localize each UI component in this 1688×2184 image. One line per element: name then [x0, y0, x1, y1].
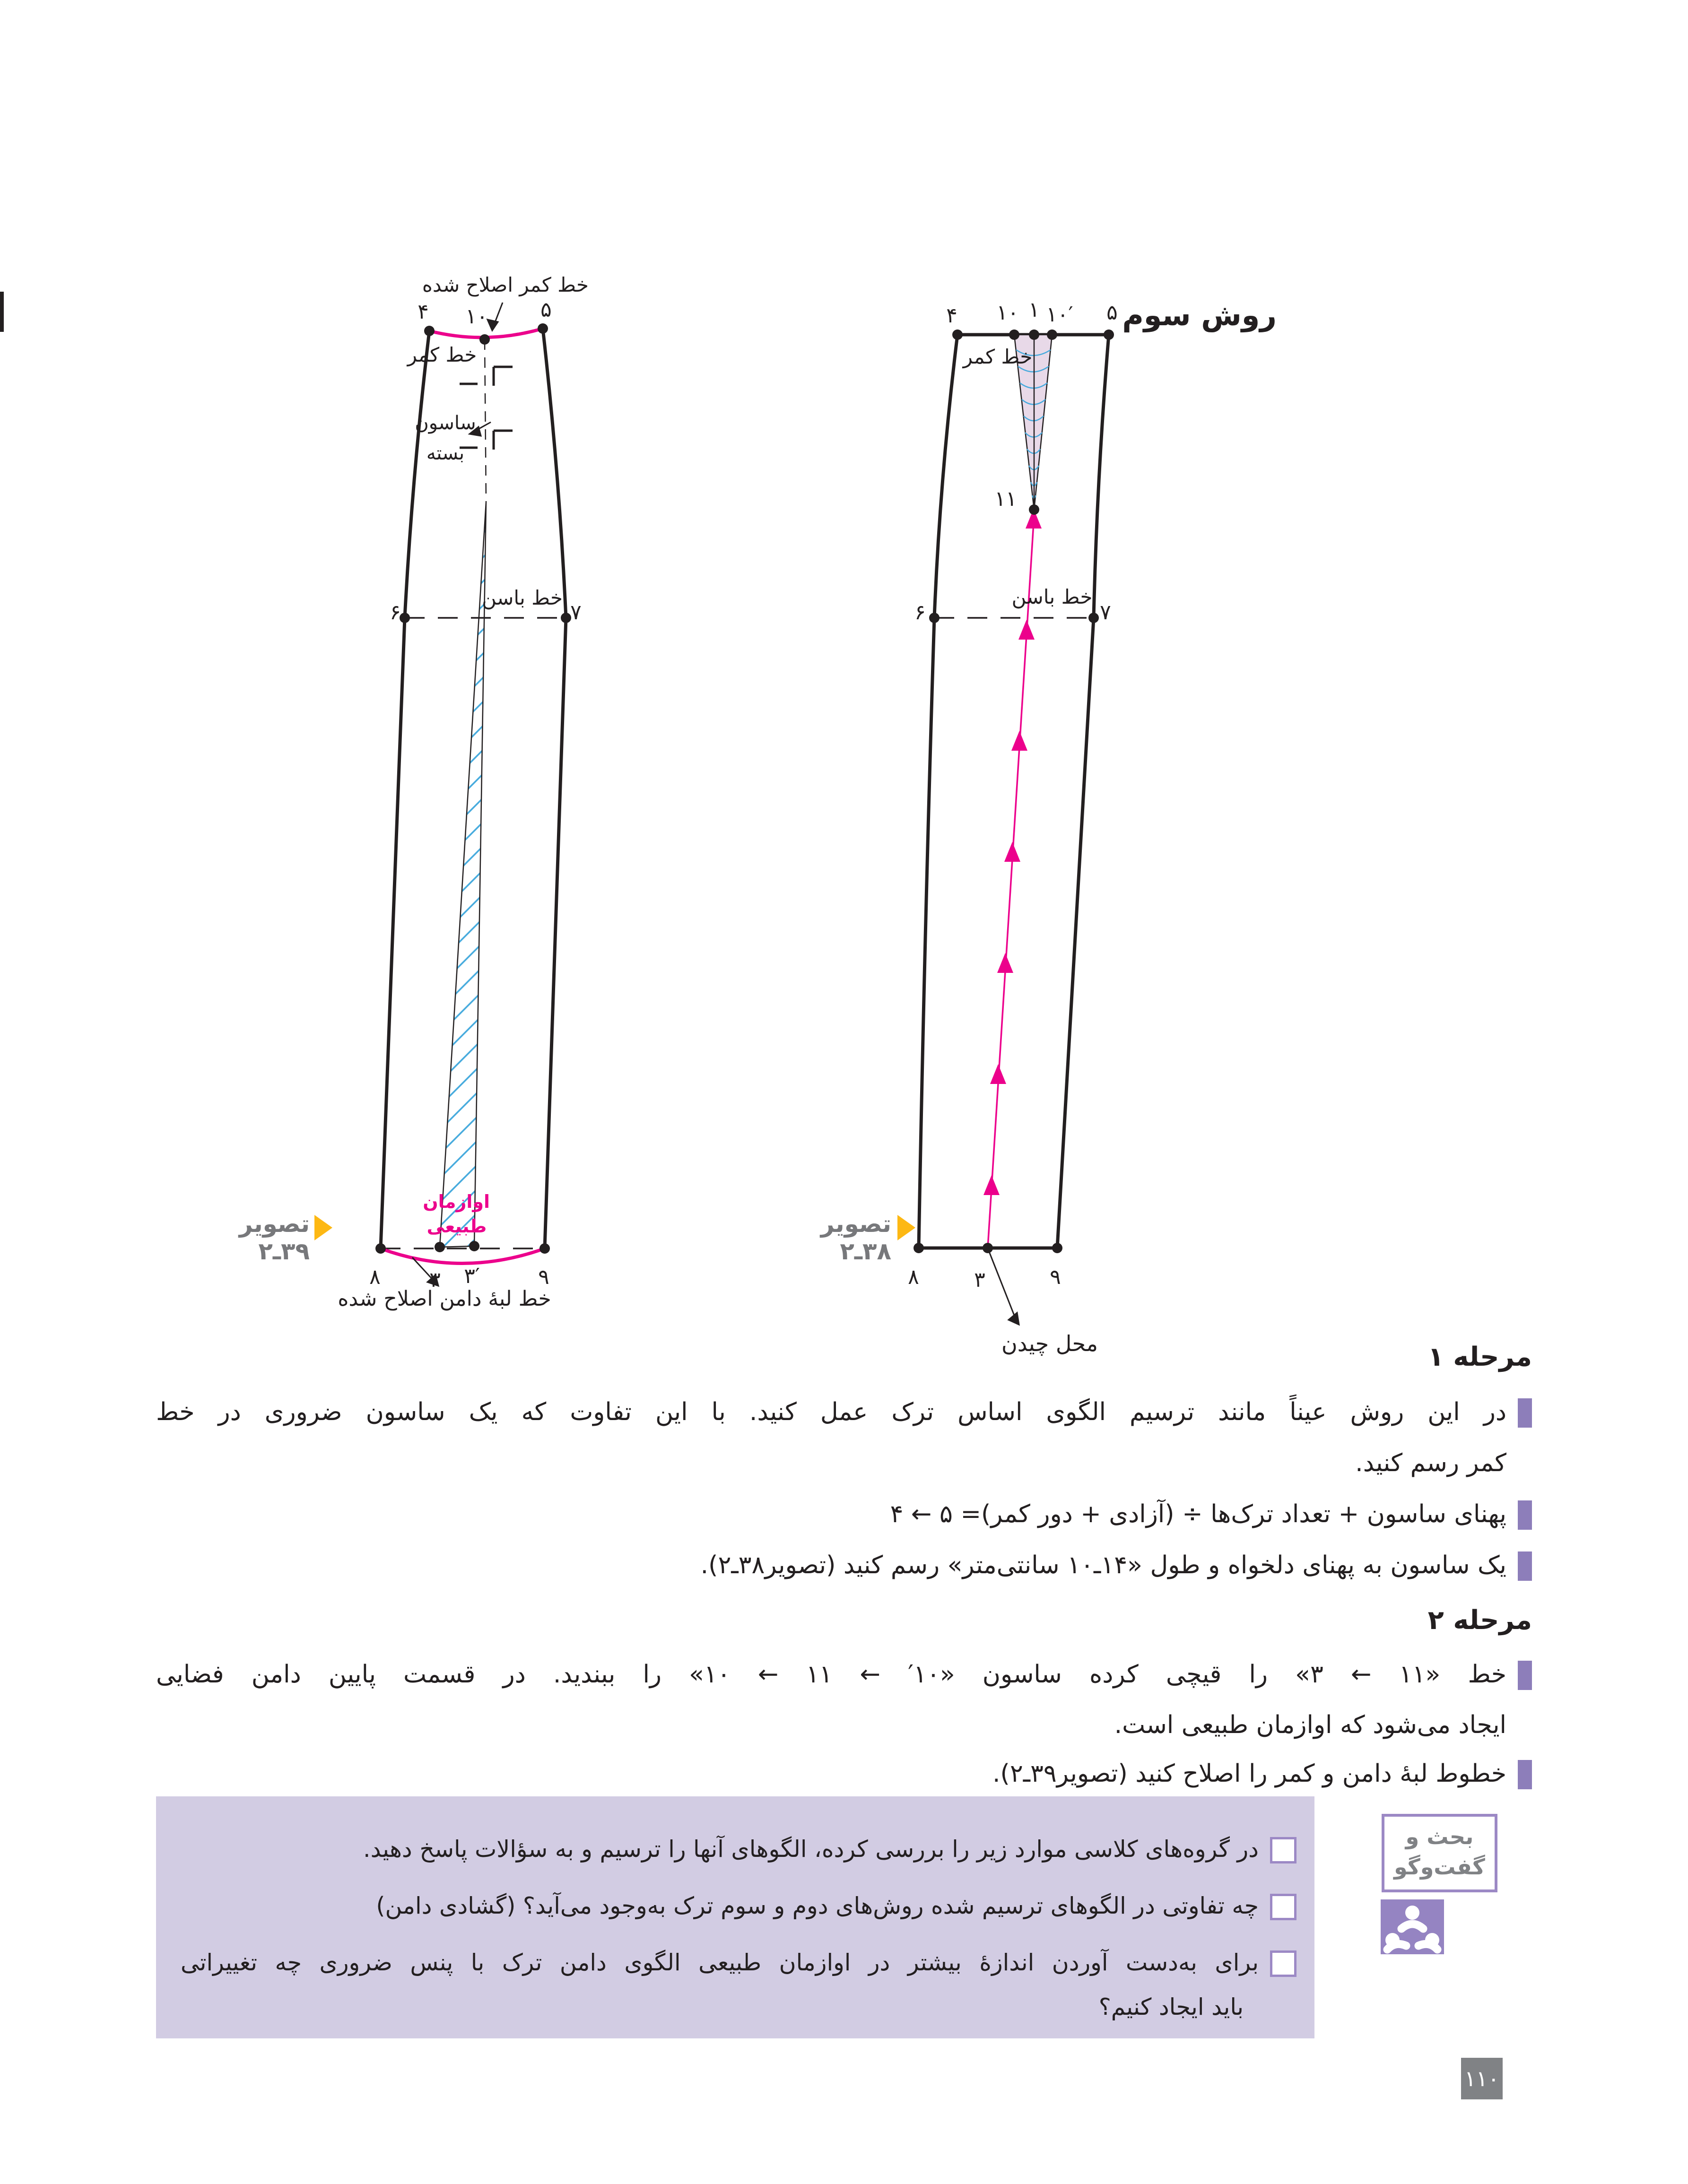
bullet-square	[1518, 1551, 1532, 1581]
fig39-hip-label: خط باسن	[482, 586, 563, 609]
fig38-point-1: ۱	[1028, 298, 1040, 322]
fig38-waist-label: خط کمر	[963, 345, 1033, 368]
checkbox-icon	[1270, 1894, 1296, 1920]
fig38-point-5: ۵	[1106, 301, 1118, 325]
discussion-box	[156, 1796, 1314, 2038]
fig39-point-7: ۷	[570, 600, 582, 624]
fig39-waist-label: خط کمر	[407, 343, 477, 366]
fig38-point-10: ۱۰	[996, 301, 1019, 325]
fig38-hip-label: خط باسن	[1011, 585, 1093, 608]
page-edge-mark	[0, 292, 4, 332]
step1-heading: مرحله ۱	[1427, 1342, 1532, 1372]
bullet-square	[1518, 1500, 1532, 1530]
fig38-pink-grainline	[983, 509, 1042, 1248]
fig39-caption-triangle-icon	[314, 1215, 332, 1240]
fig38-point-6: ۶	[914, 600, 926, 624]
fig39-point-5: ۵	[540, 298, 552, 322]
step1-bullet1-line2: کمر رسم کنید.	[1355, 1449, 1506, 1477]
fig38-caption: تصویر ۳۸ـ۲	[820, 1210, 891, 1265]
step1-bullet1-line1: در این روش عیناً مانند ترسیم الگوی اساس ترک عمل کنید. با این تفاوت که یک ساسون ضروری در خط	[156, 1395, 1532, 1430]
bullet-square	[1518, 1398, 1532, 1428]
fig39-point-4: ۴	[418, 300, 429, 324]
bullet-square	[1518, 1760, 1532, 1789]
fig38-point-9: ۹	[1050, 1265, 1061, 1289]
discussion-item-3-line2: باید ایجاد کنیم؟	[1098, 1993, 1244, 2020]
page-number-badge: ۱۱۰	[1461, 2058, 1503, 2099]
fig39-point-3prime: ۳′	[464, 1264, 480, 1288]
discussion-item-1: در گروه‌های کلاسی موارد زیر را بررسی کرده، الگوهای آنها را ترسیم و به سؤالات پاسخ دهید.	[181, 1833, 1296, 1865]
fig38-point-11: ۱۱	[994, 487, 1017, 511]
fig39-hem-label: خط لبۀ دامن اصلاح شده	[338, 1287, 551, 1311]
fig38-point-4: ۴	[946, 303, 957, 328]
fig39-flare-label-2: طبیعی	[426, 1216, 487, 1237]
fig38-point-3: ۳	[974, 1268, 985, 1292]
fig39-corrected-waist-label: خط کمر اصلاح شده	[422, 273, 589, 296]
discussion-item-2: چه تفاوتی در الگوهای ترسیم شده روش‌های دوم و سوم ترک به‌وجود می‌آید؟ (گشادی دامن)	[181, 1890, 1296, 1922]
fig39-closed-dart-label-1: ساسون	[415, 412, 476, 434]
fig38-caption-triangle-icon	[897, 1215, 915, 1240]
fig39-point-9: ۹	[538, 1265, 549, 1289]
fig39-dart-hatched	[440, 502, 486, 1247]
page-title: روش سوم	[1122, 298, 1277, 332]
fig38-point-8: ۸	[908, 1265, 919, 1289]
step2-bullet1-line2: ایجاد می‌شود که اوازمان طبیعی است.	[1114, 1711, 1506, 1739]
fig39-point-6: ۶	[390, 600, 401, 624]
step1-bullet3: یک ساسون به پهنای دلخواه و طول «۱۴ـ۱۰ سانتی‌متر» رسم کنید (تصویر۳۸ـ۲).	[156, 1548, 1532, 1583]
discussion-sidebar-label: بحث و گفت‌وگو	[1382, 1814, 1497, 1892]
fig39-point-10: ۱۰	[465, 304, 488, 329]
fig38-point-7: ۷	[1100, 600, 1111, 624]
step2-bullet1-line1: خط «۱۱ ← ۳» را قیچی کرده ساسون «۱۰′ ← ۱۱ ← ۱۰» را ببندید. در قسمت پایین دامن فضایی	[156, 1657, 1532, 1692]
fig38-cut-location-label: محل چیدن	[1001, 1331, 1098, 1356]
fig38-point-10prime: ۱۰′	[1046, 303, 1073, 327]
fig39-point-8: ۸	[369, 1265, 381, 1289]
fig39-caption: تصویر ۳۹ـ۲	[239, 1210, 310, 1265]
fig39-closed-dart-label-2: بسته	[426, 442, 465, 464]
group-discussion-icon	[1381, 1899, 1444, 1954]
fig39-point-3: ۳	[429, 1268, 441, 1292]
checkbox-icon	[1270, 1950, 1296, 1977]
discussion-item-3-line1: برای به‌دست آوردن اندازۀ بیشتر در اوازمان طبیعی الگوی دامن ترک با پنس ضروری چه تغییراتی	[181, 1947, 1296, 1979]
step2-bullet2: خطوط لبۀ دامن و کمر را اصلاح کنید (تصویر۳۹ـ۲).	[156, 1756, 1532, 1791]
bullet-square	[1518, 1661, 1532, 1690]
fig39-flare-label-1: اوازمان	[423, 1191, 490, 1212]
step1-bullet2: پهنای ساسون + تعداد ترک‌ها ÷ (آزادی + دور کمر)= ۵ ← ۴	[156, 1497, 1532, 1532]
step2-heading: مرحله ۲	[1427, 1605, 1532, 1636]
fig38-skirt-outline	[919, 335, 1109, 1248]
checkbox-icon	[1270, 1837, 1296, 1863]
